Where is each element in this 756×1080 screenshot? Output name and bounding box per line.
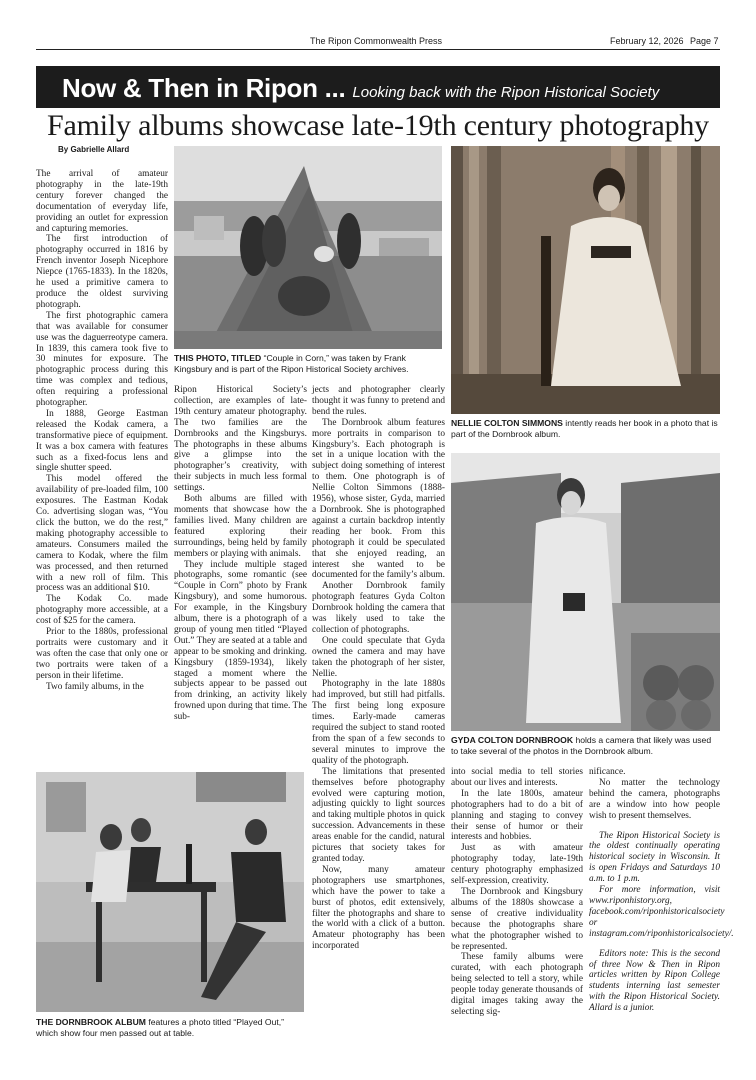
page-header: [36, 34, 720, 48]
section-banner: [36, 66, 720, 108]
played-out-caption: [36, 1017, 304, 1038]
paragraph: Now, many amateur photographers use smartphones, which have the power to take a burst of photos, edit extensively, filter the photographs and share to the world with a click of a button. Amateur photography has been incorporated: [312, 864, 445, 952]
caption-lead: GYDA COLTON DORNBROOK: [451, 735, 574, 745]
paragraph: In the late 1800s, amateur photographers had to do a bit of planning and staging to convey their sense of humor or their interests and hobbies.: [451, 788, 583, 843]
gyda-colton-dornbrook-photo: [451, 453, 720, 731]
caption-lead: NELLIE COLTON SIMMONS: [451, 418, 563, 428]
couple-in-corn-photo: [174, 146, 442, 349]
paragraph: The Dornbrook album features more portraits in comparison to Kingsbury’s. Each photograph is set in a unique location with the subject doing something of interest to them. One photograph is of Nellie Colton Simmons (1888-1956), whose sister, Gyda, married a Dornbrook. She is photographed against a curtain backdrop intently reading her book. From this photograph it could be speculated that she enjoyed reading, an interest she wanted to be documented for the family’s album.: [312, 417, 445, 581]
paragraph: Just as with amateur photography today, late-19th century photography emphasized self-expression, creativity.: [451, 843, 583, 887]
paragraph: Ripon Historical Society’s collection, are examples of late-19th century amateur photography. The two families are the Dornbrooks and the Kingsburys. The photographs in these albums give a glimpse into the photographer’s creativity, with their subjects in much less formal settings.: [174, 385, 307, 494]
banner-subtitle: Looking back with the Ripon Historical Society: [352, 84, 660, 101]
article-column-1: [36, 169, 168, 765]
gyda-caption: [451, 735, 720, 756]
article-column-3: [312, 385, 445, 1045]
caption-text: “Couple in Corn,” was taken by Frank Kingsbury and is part of the Ripon Historical Society archives.: [174, 353, 409, 374]
issue-date: February 12, 2026: [610, 36, 684, 46]
editors-note: Editors note: This is the second of three Now & Then in Ripon articles written by Ripon College students interning last semester with the Ripon Historical Society. Allard is a junior.: [589, 948, 720, 1014]
played-out-photo: [36, 772, 304, 1012]
paragraph: This model offered the availability of pre-loaded film, 100 exposures. The Eastman Kodak Co. advertising slogan was, “You click the button, we do the rest,” making photography accessible to amateurs. Consumers mailed the camera to Kodak, where the film was processed, and then returned with a new roll of film. This process was an additional $10.: [36, 474, 168, 594]
society-contact: For more information, visit www.riponhistory.org, facebook.com/riponhistoricalsociety or instagram.com/riponhistoricalsociety/.: [589, 885, 734, 939]
paragraph: Another Dornbrook family photograph features Gyda Colton Dornbrook holding the camera that was likely used to take the collection of photographs.: [312, 581, 445, 635]
caption-text: intently reads her book in a photo that is part of the Dornbrook album.: [451, 418, 718, 439]
paragraph: The arrival of amateur photography in the late-19th century forever changed the documentation of everyday life, providing an outlet for expression and capturing memories.: [36, 169, 168, 234]
caption-lead: THE DORNBROOK ALBUM: [36, 1017, 146, 1027]
paragraph: No matter the technology behind the camera, photographs are a window into how people wish to present themselves.: [589, 777, 720, 821]
paragraph: Both albums are filled with moments that showcase how the families lived. Many children are featured exploring their surroundings, being held by family members or playing with animals.: [174, 494, 307, 559]
couple-in-corn-caption: [174, 353, 442, 374]
article-byline: By Gabrielle Allard: [58, 145, 130, 154]
header-rule: [36, 49, 720, 50]
caption-lead: THIS PHOTO, TITLED: [174, 353, 262, 363]
paragraph: Two family albums, in the: [46, 681, 144, 692]
banner-title: Now & Then in Ripon ...: [62, 73, 346, 103]
caption-text: features a photo titled “Played Out,” which show four men passed out at table.: [36, 1017, 285, 1038]
caption-text: holds a camera that likely was used to take several of the photos in the Dornbrook album.: [451, 735, 712, 756]
paragraph: The first photographic camera that was available for consumer use was the daguerreotype camera. In 1839, this camera took five to 30 minutes for exposure. The photographic process during this time was complex and tedious, often requiring a professional photographer.: [36, 310, 168, 409]
article-column-5: [589, 767, 734, 1047]
paragraph: These family albums were curated, with each photograph being selected to tell a story, while people today generate thousands of digital images taking away the selecting sig-: [451, 952, 583, 1017]
paragraph: Prior to the 1880s, professional portraits were customary and it was often the case that only one or two portraits were taken of a person in their lifetime.: [36, 627, 168, 681]
paragraph: In 1888, George Eastman released the Kodak camera, a transformative piece of equipment. It was a box camera with features such as a fixed-focus lens and single shutter speed.: [36, 408, 168, 474]
paragraph: The Dornbrook and Kingsbury albums of the 1880s showcase a sense of creative individuality because the photographs share what the photographer wished to be represented.: [451, 886, 583, 952]
paragraph: jects and photographer clearly thought it was funny to pretend and bend the rules.: [312, 385, 445, 417]
paragraph: The limitations that presented themselves before photography evolved were capturing motion, adjusting quickly to light sources and taking multiple photos in quick succession. Advancements in these areas enable for the candid, natural pictures that society takes for granted today.: [312, 766, 445, 864]
society-note: The Ripon Historical Society is the oldest continually operating historical society in Wisconsin. It is open Fridays and Saturdays 10 a.m. to 1 p.m.: [589, 830, 720, 885]
paragraph: into social media to tell stories about our lives and interests.: [451, 767, 583, 788]
nellie-colton-simmons-photo: [451, 146, 720, 414]
article-headline: Family albums showcase late-19th century photography: [47, 109, 709, 142]
page-number: Page 7: [690, 36, 719, 46]
paragraph: The Kodak Co. made photography more accessible, at a cost of $25 for the camera.: [36, 594, 168, 627]
article-column-2: [174, 385, 307, 767]
paragraph: Photography in the late 1880s had improved, but still had pitfalls. The first being long exposure times. Early-made cameras required the subject to stand rooted from the span of a few seconds to several minutes to improve the quality of the photograph.: [312, 679, 445, 766]
article-column-4: [451, 767, 583, 1047]
paragraph: They include multiple staged photographs, some romantic (see “Couple in Corn” photo by Frank Kingsbury), and some humorous. For example, in the Kingsbury album, there is a photograph of a group of young men titled “Played Out.” They are seated at a table and appear to be smoking and drinking. Kingsbury (1859-1934), likely staged a moment where the subjects appear to be passed out from drinking, an activity likely frowned upon during that time. The sub-: [174, 559, 307, 723]
publication-name: The Ripon Commonwealth Press: [310, 36, 443, 46]
paragraph: nificance.: [589, 767, 626, 777]
paragraph: The first introduction of photography occurred in 1816 by French inventor Joseph Nicephore Niepce (1765-1833). In the 1820s, he used a primitive camera to produce the oldest surviving photograph.: [36, 234, 168, 310]
nellie-caption: [451, 418, 720, 439]
paragraph: One could speculate that Gyda owned the camera and may have taken the photograph of her sister, Nellie.: [312, 635, 445, 679]
